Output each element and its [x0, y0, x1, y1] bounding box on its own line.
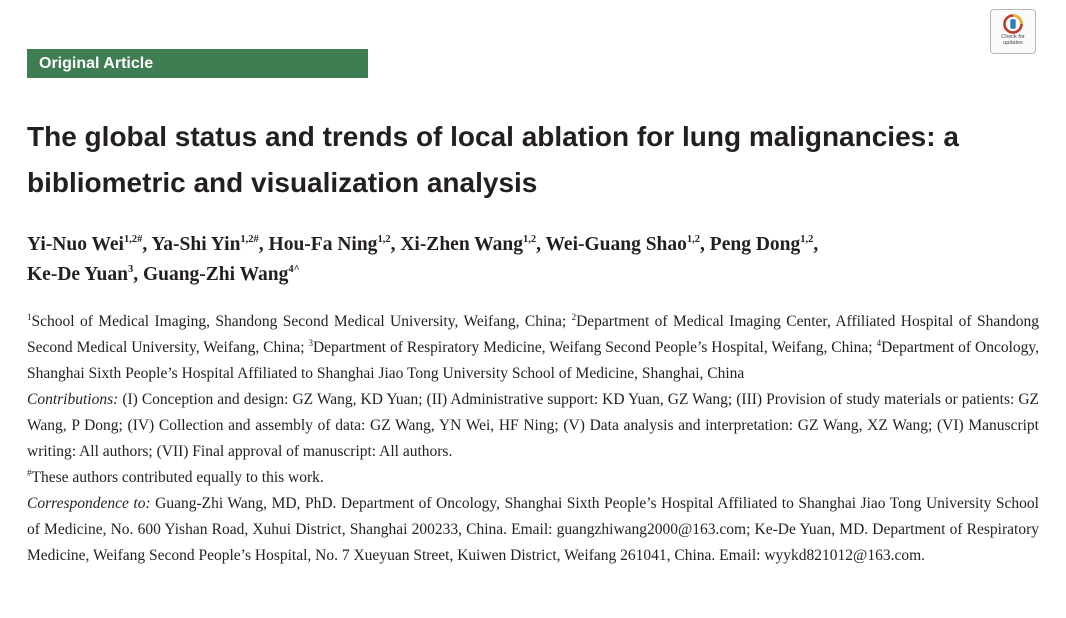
author-list: Yi-Nuo Wei$^{1,2\#}$, Ya-Shi Yin$^{1,2\#}$, Hou-Fa Ning$^{1,2}$, Xi-Zhen Wang$^{1,2}$, Wei-Guang Shao$^{1,2}$, Peng Dong$^{1,2}$, Ke-De Yuan$^3$, Guang-Zhi Wang$^{4\^{}}$	[27, 234, 819, 285]
author: Ke-De Yuan$^3$	[27, 264, 134, 285]
check-for-updates-text-1: Check for	[1001, 34, 1025, 40]
author: Guang-Zhi Wang$^{4\^{}}$	[142, 264, 300, 285]
article-type-label: Original Article	[39, 55, 154, 72]
equal-contribution-note: #These authors contributed equally to this work.	[27, 468, 324, 486]
author: Ya-Shi Yin$^{1,2\#}$	[151, 234, 259, 255]
check-for-updates-text-2: updates	[1003, 40, 1023, 46]
check-for-updates-button[interactable]	[990, 9, 1036, 54]
front-matter	[27, 309, 1039, 569]
correspondence: Correspondence to: Guang-Zhi Wang, MD, PhD. Department of Oncology, Shanghai Sixth People’s Hospital Affiliated to Shanghai Jiao Tong University School of Medicine, No. 600 Yishan Road, Xuhui District, Shanghai 200233, China. Email: guangzhiwang2000@163.com; Ke-De Yuan, MD. Department of Respiratory Medicine, Weifang Second People’s Hospital, No. 7 Xueyuan Street, Kuiwen District, Weifang 261041, China. Email: wyykd821012@163.com.	[27, 495, 1039, 564]
article-type-badge	[27, 49, 368, 78]
article-title: The global status and trends of local ablation for lung malignancies: a bibliometric and visualization analysis	[27, 121, 959, 198]
contributions: Contributions: (I) Conception and design: GZ Wang, KD Yuan; (II) Administrative support: KD Yuan, GZ Wang; (III) Provision of study materials or patients: GZ Wang, P Dong; (IV) Collection and assembly of data: GZ Wang, YN Wei, HF Ning; (V) Data analysis and interpretation: GZ Wang, XZ Wang; (VI) Manuscript writing: All authors; (VII) Final approval of manuscript: All authors.	[27, 391, 1039, 460]
author: Hou-Fa Ning$^{1,2}$	[268, 234, 391, 255]
author: Yi-Nuo Wei$^{1,2\#}$	[27, 234, 143, 255]
correspondence-label: Correspondence to:	[27, 495, 151, 512]
author: Wei-Guang Shao$^{1,2}$	[545, 234, 701, 255]
author: Peng Dong$^{1,2}$	[709, 234, 814, 255]
contributions-label: Contributions:	[27, 391, 119, 408]
affiliations: $^1$School of Medical Imaging, Shandong Second Medical University, Weifang, China; $^2$Department of Medical Imaging Center, Affiliated Hospital of Shandong Second Medical University, Weifang, China; $^3$Department of Respiratory Medicine, Weifang Second People’s Hospital, Weifang, China; $^4$Department of Oncology, Shanghai Sixth People’s Hospital Affiliated to Shanghai Jiao Tong University School of Medicine, Shanghai, China	[27, 312, 1040, 382]
author: Xi-Zhen Wang$^{1,2}$	[400, 234, 537, 255]
check-for-updates-icon	[1003, 14, 1023, 34]
